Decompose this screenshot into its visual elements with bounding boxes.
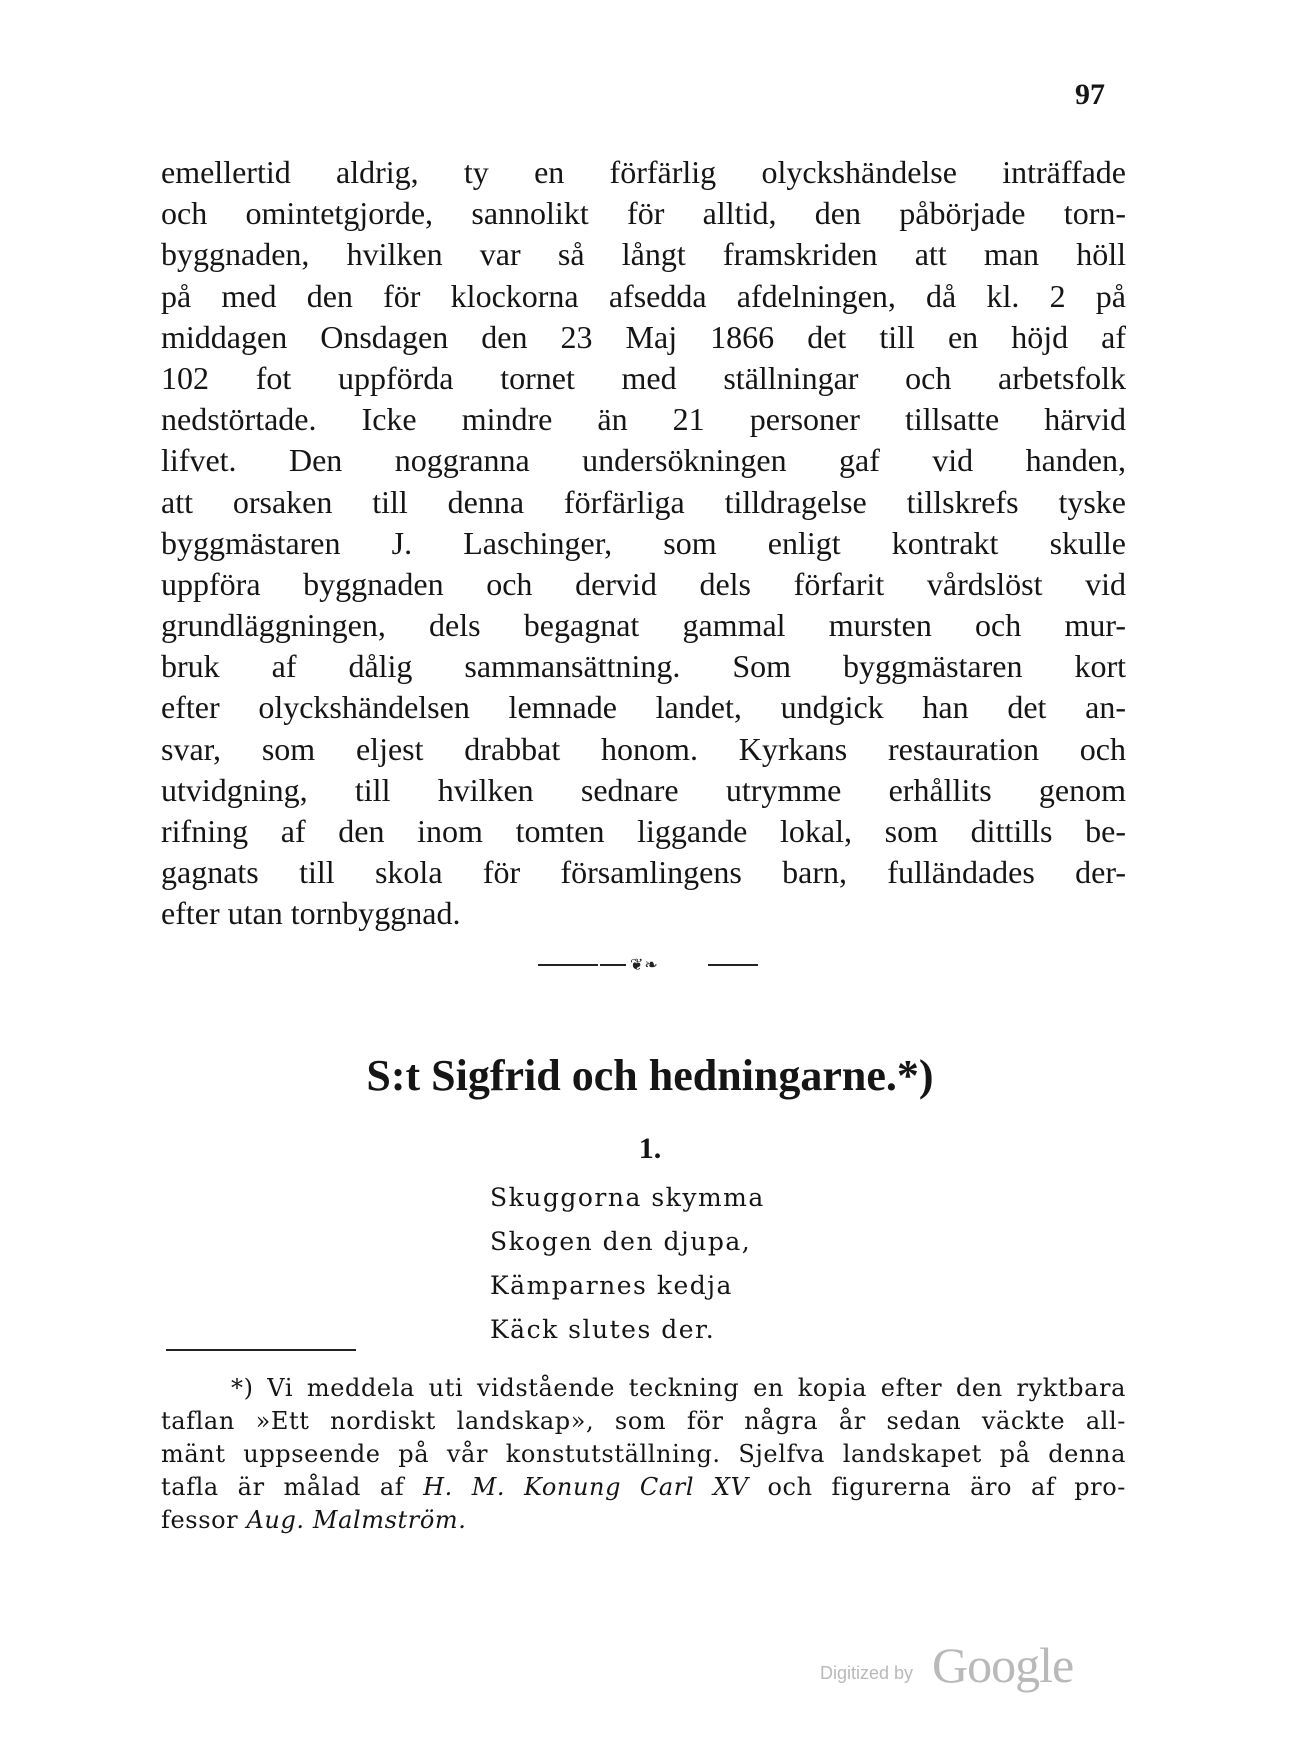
body-line: emellertid aldrig, ty en förfärlig olyckshändelse inträffade (161, 154, 1126, 190)
footnote-author-painter: Aug. Malmström. (246, 1506, 467, 1534)
footnote-text: och figurerna äro af pro- (748, 1473, 1126, 1501)
body-line: efter olyckshändelsen lemnade landet, undgick han det an- (161, 689, 1126, 726)
divider-rule-left (538, 964, 598, 966)
divider-rule-mid (600, 964, 626, 966)
divider-rule-right (708, 964, 758, 966)
watermark-brand: Google (932, 1637, 1074, 1693)
footnote-line: taflan »Ett nordiskt landskap», som för några år sedan väckte all- (161, 1407, 1126, 1435)
body-line: 102 fot uppförda tornet med ställningar och arbetsfolk (161, 359, 1126, 396)
verse-line: Skogen den djupa, (490, 1227, 752, 1256)
body-line: grundläggningen, dels begagnat gammal mursten och mur- (161, 607, 1126, 644)
watermark-label: Digitized by (820, 1663, 914, 1683)
footnote-line (161, 1504, 1126, 1537)
body-line: svar, som eljest drabbat honom. Kyrkans restauration och (161, 730, 1126, 767)
body-line: bruk af dålig sammansättning. Som byggmästaren kort (161, 648, 1126, 685)
verse-line: Skuggorna skymma (490, 1183, 765, 1212)
body-line: utvidgning, till hvilken sednare utrymme erhållits genom (161, 771, 1126, 808)
body-line: lifvet. Den noggranna undersökningen gaf vid handen, (161, 442, 1126, 479)
page-number: 97 (1075, 78, 1105, 111)
body-line: efter utan tornbyggnad. (161, 895, 461, 932)
footnote-text: fessor (161, 1506, 247, 1534)
verse-line: Kämparnes kedja (490, 1271, 733, 1300)
body-line: middagen Onsdagen den 23 Maj 1866 det till en höjd af (161, 318, 1126, 355)
footnote-line: mänt uppseende på vår konstutställning. Sjelfva landskapet på denna (161, 1440, 1126, 1468)
section-divider-ornament (538, 955, 758, 975)
footnote-separator (166, 1349, 356, 1351)
footnote-line: *) Vi meddela uti vidstående teckning en kopia efter den ryktbara (231, 1374, 1126, 1402)
verse-stanza (490, 1176, 820, 1352)
body-line: att orsaken till denna förfärliga tilldragelse tillskrefs tyske (161, 483, 1126, 520)
fleuron-icon: ❦❧ (630, 955, 659, 974)
verse-line: Käck slutes der. (490, 1315, 716, 1344)
body-line: på med den för klockorna afsedda afdelningen, då kl. 2 på (161, 277, 1126, 314)
body-line: och omintetgjorde, sannolikt för alltid, den påbörjade torn- (161, 195, 1126, 232)
poem-title: S:t Sigfrid och hedningarne.*) (366, 1051, 934, 1100)
body-line: uppföra byggnaden och dervid dels förfarit vårdslöst vid (161, 565, 1126, 602)
footnote-line (161, 1471, 1126, 1504)
stanza-number: 1. (638, 1132, 662, 1165)
body-line: rifning af den inom tomten liggande lokal, som dittills be- (161, 813, 1126, 849)
body-line: gagnats till skola för församlingens barn, fulländades der- (161, 854, 1126, 891)
body-line: byggmästaren J. Laschinger, som enligt kontrakt skulle (161, 524, 1126, 561)
footnote-author-king: H. M. Konung Carl XV (423, 1473, 749, 1501)
footnote-text: tafla är målad af (161, 1473, 424, 1501)
digitized-watermark (820, 1638, 1100, 1698)
body-paragraph (161, 152, 1126, 935)
body-line: byggnaden, hvilken var så långt framskriden att man höll (161, 236, 1126, 273)
body-line: nedstörtade. Icke mindre än 21 personer tillsatte härvid (161, 401, 1126, 438)
footnote (161, 1372, 1126, 1537)
